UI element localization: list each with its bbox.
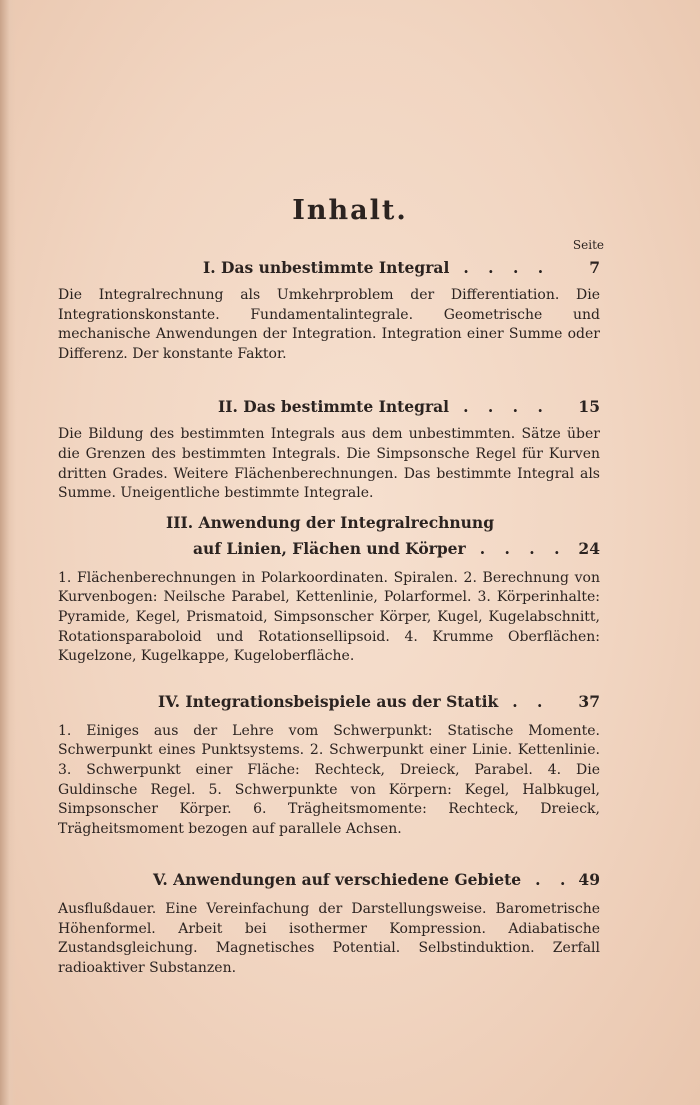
toc-entry-title-line1[interactable]: III. Anwendung der Integralrechnung bbox=[166, 512, 495, 532]
toc-entry-title[interactable]: V. Anwendungen auf verschiedene Gebiete bbox=[153, 870, 522, 890]
leader-dots: . . . . bbox=[463, 258, 551, 277]
toc-entry-title[interactable]: I. Das unbestimmte Integral bbox=[203, 258, 450, 277]
toc-entry-heading bbox=[58, 867, 600, 893]
toc-entry-summary: Die Integralrechnung als Umkehrproblem der Differentiation. Die Integrationskonstante. Fundamentalintegrale. Geometrische und mechanische Anwendungen der Integration. Integration einer Summe oder Differenz. Der konstante Faktor. bbox=[58, 287, 600, 362]
toc-entry-title[interactable]: auf Linien, Flächen und Körper bbox=[193, 538, 466, 558]
page-edge-shadow bbox=[0, 0, 16, 1105]
toc-entry-heading bbox=[58, 255, 600, 281]
toc-entry-title[interactable]: II. Das bestimmte Integral bbox=[218, 397, 450, 417]
toc-entry-title[interactable]: IV. Integrationsbeispiele aus der Statik bbox=[158, 691, 499, 711]
toc-entry-heading bbox=[58, 536, 600, 562]
toc-entry-page[interactable]: 37 bbox=[578, 691, 600, 711]
toc-entry-page[interactable]: 7 bbox=[589, 258, 600, 277]
toc-entry-summary: Die Bildung des bestimmten Integrals aus dem unbestimmten. Sätze über die Grenzen des bestimmten Integrals. Die Simpsonsche Regel für Kurven dritten Grades. Weitere Flächenberechnungen. Das bestimmte Integral als Summe. Uneigentliche bestimmte Integrale. bbox=[58, 426, 600, 502]
leader-dots: . . . . bbox=[479, 538, 567, 558]
toc-entry-page[interactable]: 15 bbox=[578, 397, 600, 417]
toc-entry-summary: 1. Flächenberechnungen in Polarkoordinaten. Spiralen. 2. Berechnung von Kurvenbogen: Neilsche Parabel, Kettenlinie, Polarformel. 3. Körperinhalte: Pyramide, Kegel, Prismatoid, Simpsonscher Körper, Kugel, Kugelabschnitt, Rotationsparaboloid und Rotationsellipsoid. 4. Krumme Oberflächen: Kugelzone, Kugelkappe, Kugeloberfläche. bbox=[58, 569, 600, 665]
toc-section-3 bbox=[58, 510, 600, 667]
toc-entry-heading-line1 bbox=[58, 510, 600, 536]
toc-section-4 bbox=[58, 689, 600, 840]
table-of-contents bbox=[58, 255, 600, 979]
leader-dots: . . bbox=[512, 691, 550, 711]
leader-dots: . . . . bbox=[463, 397, 550, 417]
toc-entry-page[interactable]: 24 bbox=[578, 538, 600, 558]
toc-entry-page[interactable]: 49 bbox=[578, 870, 600, 890]
page-title: Inhalt. bbox=[292, 195, 408, 226]
leader-dots: . . bbox=[535, 870, 573, 890]
toc-section-1 bbox=[58, 255, 600, 364]
toc-section-2 bbox=[58, 394, 600, 503]
toc-entry-heading bbox=[58, 394, 600, 420]
toc-section-5 bbox=[58, 867, 600, 978]
page-column-header: Seite bbox=[572, 238, 604, 252]
toc-entry-summary: 1. Einiges aus der Lehre vom Schwerpunkt: Statische Momente. Schwerpunkt eines Punktsystems. 2. Schwerpunkt einer Linie. Kettenlinie. 3. Schwerpunkt einer Fläche: Rechteck, Dreieck, Parabel. 4. Die Guldinsche Regel. 5. Schwerpunkte von Körpern: Kegel, Halbkugel, Simpsonscher Körper. 6. Trägheitsmomente: Rechteck, Dreieck, Trägheitsmoment bezogen auf parallele Achsen. bbox=[58, 722, 600, 837]
toc-entry-summary: Ausflußdauer. Eine Vereinfachung der Darstellungsweise. Barometrische Höhenformel. Arbeit bei isothermer Kompression. Adiabatische Zustandsgleichung. Magnetisches Potential. Selbstinduktion. Zerfall radioaktiver Substanzen. bbox=[58, 901, 600, 977]
toc-entry-heading bbox=[58, 689, 600, 715]
